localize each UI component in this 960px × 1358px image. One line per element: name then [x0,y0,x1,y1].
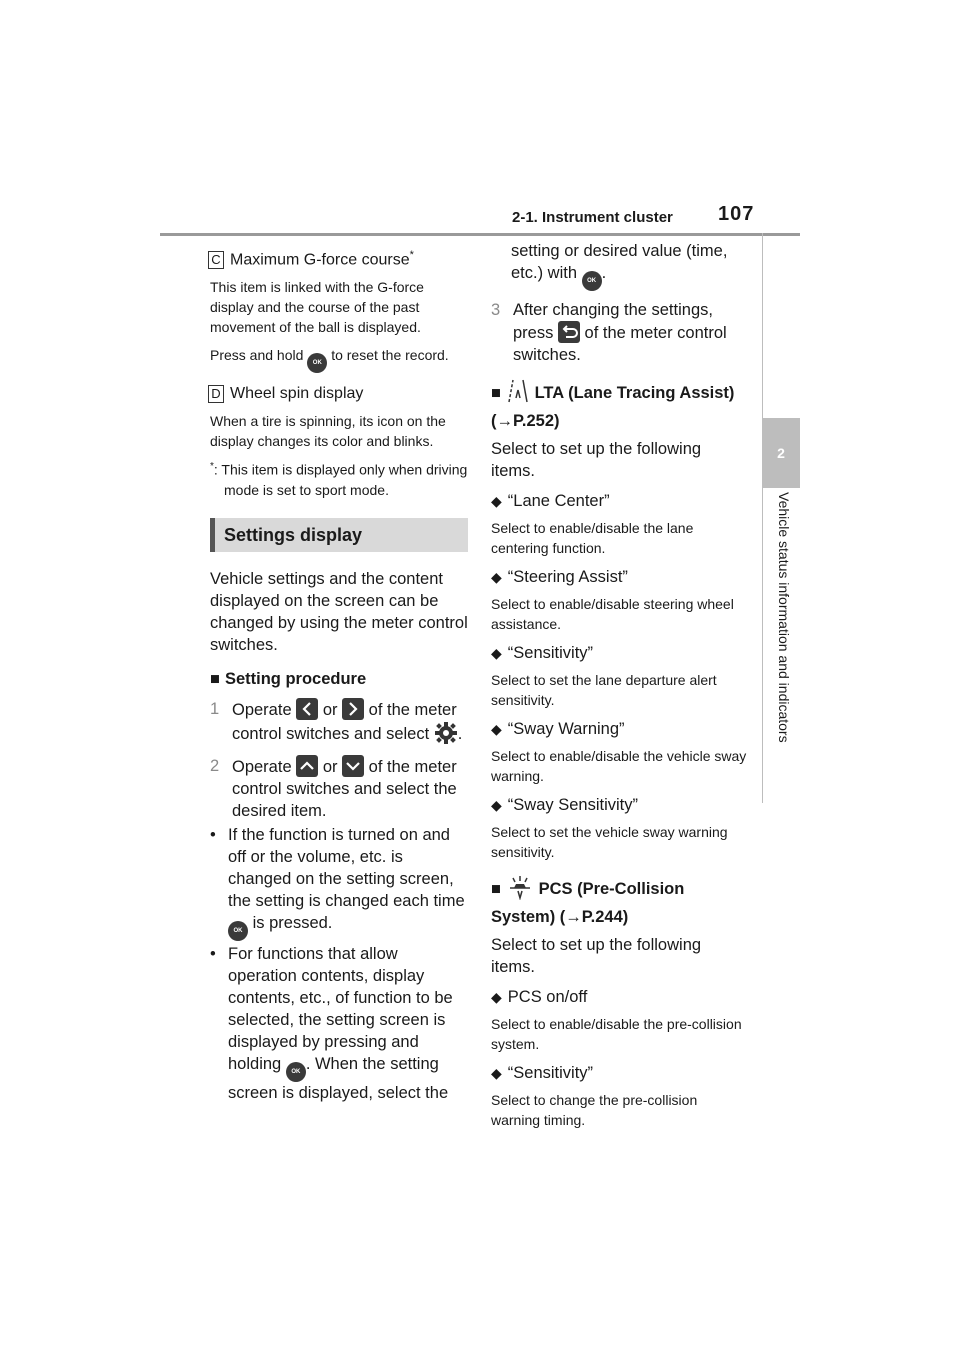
back-button-icon [558,321,580,343]
lta-item-title [491,490,749,512]
item-c-description: This item is linked with the G-force display and the course of the past movement of the ball is displayed. [210,279,424,336]
step-3 [491,299,749,366]
bullet-1-text-a: If the function is turned on and off or the volume, etc. is changed on the setting screen, the setting is changed each time [228,825,465,910]
continued-text-a: setting or desired value (time, etc.) with [511,242,728,282]
pcs-heading-text: PCS (Pre-Collision System) ( [491,880,685,926]
page-number: 107 [718,203,755,225]
lta-page-ref: P.252) [513,412,560,430]
bullet-dot: • [210,825,216,844]
reset-text-a: Press and hold [210,347,304,364]
lta-heading [491,378,749,432]
lta-item-title [491,794,749,816]
continued-text: setting or desired value (time, etc.) with OK . [491,240,749,291]
step-3-text-b: of the meter control switches. [513,324,727,364]
lta-item-title-text: “Sway Sensitivity” [507,796,638,814]
chapter-number-tab: 2 [762,418,800,488]
label-box-c: C [208,251,224,269]
pcs-item-title [491,1062,749,1084]
pcs-item-title [491,986,749,1008]
lta-item-description: Select to enable/disable the lane centering function. [491,520,694,556]
lta-item-title-text: “Lane Center” [507,492,610,510]
down-arrow-button-icon [342,755,364,777]
bullet-1 [210,824,470,941]
diamond-bullet-icon: ◆ [491,569,502,585]
asterisk-mark: * [409,249,414,261]
lta-item-description: Select to set the lane departure alert sensitivity. [491,672,717,708]
step-1-or: or [322,700,338,719]
pcs-item-description: Select to change the pre-collision warning timing. [491,1092,698,1128]
footnote [210,457,470,500]
lta-item-title [491,566,749,588]
side-rule [762,233,763,803]
step-1-text-a: Operate [232,700,292,719]
square-bullet-icon: ■ [491,880,501,898]
step-1-number: 1 [210,699,220,718]
bullet-dot: • [210,944,216,963]
step-2 [210,755,470,822]
square-bullet-icon: ■ [491,384,501,402]
footnote-mark: * [210,461,214,473]
ok-button-icon: OK [307,353,327,373]
settings-intro: Vehicle settings and the content displayed on the screen can be changed by using the meter control switches. [210,569,468,654]
left-column [210,240,470,1104]
step-2-or: or [322,757,338,776]
lta-item-title-text: “Sensitivity” [507,644,594,662]
diamond-bullet-icon: ◆ [491,797,502,813]
chapter-title-vertical: Vehicle status information and indicators [776,492,792,743]
diamond-bullet-icon: ◆ [491,989,502,1005]
pcs-item-description: Select to enable/disable the pre-collision system. [491,1016,742,1052]
item-d-title: Wheel spin display [230,385,364,403]
bullet-1-text-b: is pressed. [252,913,333,932]
item-c-title-row [210,244,470,271]
step-3-text-a: After changing the settings, press [513,301,713,342]
diamond-bullet-icon: ◆ [491,493,502,509]
footnote-text: : This item is displayed only when driving mode is set to sport mode. [213,461,468,498]
lta-items-list [491,490,749,862]
procedure-heading [210,668,470,690]
item-d-description: When a tire is spinning, its icon on the display changes its color and blinks. [210,413,446,450]
bullet-2 [210,943,470,1104]
header-rule [160,233,800,236]
procedure-heading-text: Setting procedure [224,669,367,688]
pcs-items-list [491,986,749,1130]
pcs-intro: Select to set up the following items. [491,936,702,976]
lta-item-title-text: “Steering Assist” [507,568,628,586]
right-column [491,240,749,1130]
arrow-icon: → [496,412,513,430]
diamond-bullet-icon: ◆ [491,721,502,737]
pcs-heading [491,874,749,928]
bullet-2-text-b: . When the setting screen is displayed, select the [228,1054,449,1102]
lta-item-description: Select to set the vehicle sway warning sensitivity. [491,824,728,860]
step-1: 1 Operate or of the meter control switches and select . [210,699,463,743]
ok-button-icon: OK [582,271,602,291]
item-c-reset [210,345,470,373]
lta-item-description: Select to enable/disable steering wheel assistance. [491,596,734,632]
pcs-item-title-text: “Sensitivity” [507,1064,594,1082]
gear-icon [434,721,458,745]
item-d-title-row [210,383,470,405]
lta-item-title [491,642,749,664]
bullet-2-text-a: For functions that allow operation contents, display contents, etc., of function to be selected, the setting screen is displayed by pressing and holding [228,944,453,1073]
diamond-bullet-icon: ◆ [491,645,502,661]
pcs-page-ref: P.244) [581,908,629,926]
step-2-text-a: Operate [232,757,292,776]
right-arrow-button-icon [342,698,364,720]
lta-heading-text: LTA (Lane Tracing Assist) ( [491,384,735,430]
lta-item-title-text: “Sway Warning” [507,720,625,738]
section-title: 2-1. Instrument cluster [512,209,673,226]
ok-button-icon: OK [228,921,248,941]
reset-text-b: to reset the record. [331,347,449,364]
lta-item-title [491,718,749,740]
pcs-icon [506,874,534,906]
up-arrow-button-icon [296,755,318,777]
step-1-text-b: of the meter control switches and select [232,700,457,743]
pcs-item-title-text: PCS on/off [507,988,588,1006]
label-box-d: D [208,385,224,403]
lta-item-description: Select to enable/disable the vehicle sway warning. [491,748,747,784]
step-2-text-b: of the meter control switches and select the desired item. [232,757,457,820]
item-c-title: Maximum G-force course [230,251,410,269]
arrow-icon: → [565,908,582,926]
step-2-number: 2 [210,756,220,775]
ok-button-icon: OK [286,1062,306,1082]
step-3-number: 3 [491,301,501,319]
diamond-bullet-icon: ◆ [491,1065,502,1081]
square-bullet-icon: ■ [210,669,220,688]
lta-icon [506,378,530,410]
lta-intro: Select to set up the following items. [491,440,702,480]
left-arrow-button-icon [296,698,318,720]
settings-display-heading: Settings display [210,518,468,552]
